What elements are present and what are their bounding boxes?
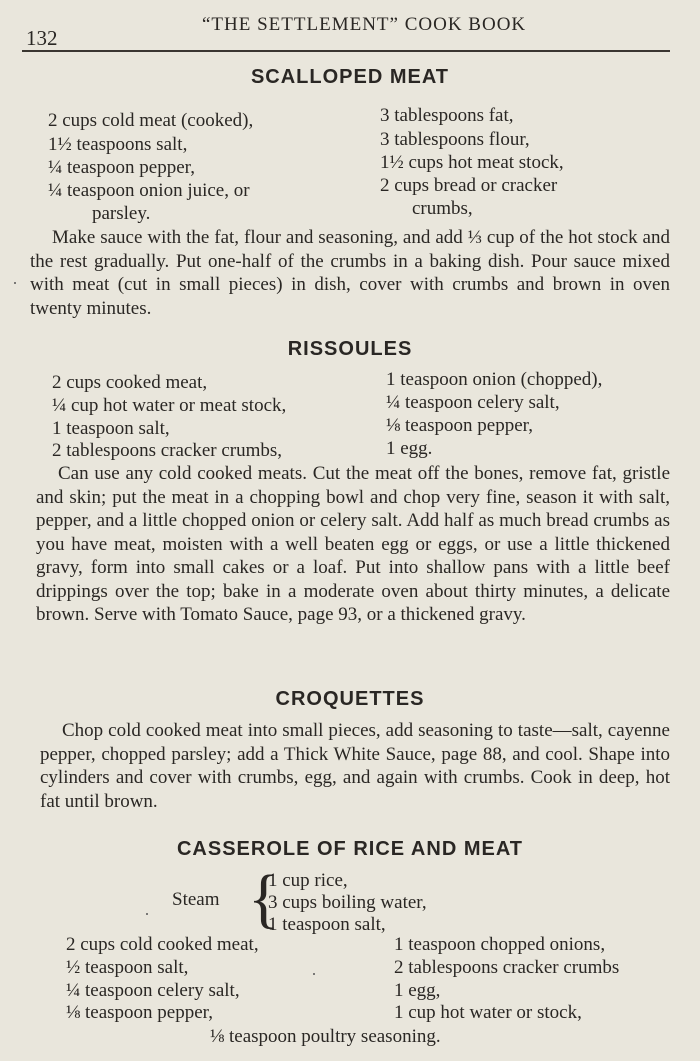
ingredient: 1 teaspoon onion (chopped),	[386, 369, 603, 390]
ingredient: 2 cups cold cooked meat,	[66, 934, 259, 955]
paper-speck	[313, 973, 315, 975]
ingredient: 2 tablespoons cracker crumbs,	[52, 440, 283, 461]
paper-speck	[14, 282, 16, 284]
ingredient: ¼ teaspoon celery salt,	[386, 392, 560, 413]
page-number: 132	[26, 26, 58, 50]
ingredient: ⅛ teaspoon poultry seasoning.	[210, 1026, 441, 1047]
steam-label: Steam	[172, 889, 220, 910]
ingredient: ½ teaspoon salt,	[66, 957, 189, 978]
rissoules-directions	[36, 462, 670, 627]
ingredient: 2 cups cooked meat,	[52, 372, 208, 393]
croquettes-title: CROQUETTES	[275, 688, 425, 710]
ingredient: 1 teaspoon salt,	[268, 914, 386, 935]
ingredient: 2 tablespoons cracker crumbs	[394, 957, 620, 978]
scalloped-meat-directions	[30, 226, 670, 320]
ingredient: ¼ teaspoon celery salt,	[66, 980, 240, 1001]
ingredient: 1 cup hot water or stock,	[394, 1002, 582, 1023]
croquettes-directions	[40, 719, 670, 813]
ingredient: ⅛ teaspoon pepper,	[386, 415, 533, 436]
paragraph: Chop cold cooked meat into small pieces, add seasoning to taste—salt, cayenne pepper, chopped parsley; add a Thick White Sauce, page 88, and cool. Shape into cylinders and cover with crumbs, egg, and again with crumbs. Cook in deep, hot fat until brown.	[40, 720, 670, 812]
ingredient: parsley.	[92, 203, 151, 224]
scalloped-meat-title: SCALLOPED MEAT	[250, 66, 450, 88]
ingredient: ⅛ teaspoon pepper,	[66, 1002, 213, 1023]
paragraph: Make sauce with the fat, flour and seasoning, and add ⅓ cup of the hot stock and the rest gradually. Put one-half of the crumbs in a baking dish. Pour sauce mixed with meat (cut in small pieces) in dish, cover with crumbs and brown in oven twenty minutes.	[30, 227, 670, 319]
page-header	[22, 10, 670, 52]
ingredient: 1 teaspoon chopped onions,	[394, 934, 606, 955]
rissoules-title: RISSOULES	[287, 338, 413, 360]
running-title: “THE SETTLEMENT” COOK BOOK	[202, 14, 527, 35]
ingredient: 1½ cups hot meat stock,	[380, 152, 564, 173]
paragraph: Can use any cold cooked meats. Cut the meat off the bones, remove fat, gristle and skin; put the meat in a chopping bowl and chop very fine, season it with salt, pepper, and a little chopped onion or celery salt. Add half as much bread crumbs as you have meat, moisten with a well beaten egg or eggs, or use a little thickened gravy, form into small cakes or a loaf. Put into shallow pans with a little beef drippings over the top; bake in a moderate oven about thirty minutes, a delicate brown. Serve with Tomato Sauce, page 93, or a thickened gravy.	[36, 463, 670, 625]
ingredient: 2 cups bread or cracker	[380, 175, 558, 196]
ingredient: ¼ teaspoon pepper,	[48, 157, 195, 178]
ingredient: 3 tablespoons flour,	[380, 129, 530, 150]
ingredient: 1 egg,	[394, 980, 441, 1001]
ingredient: 2 cups cold meat (cooked),	[48, 110, 254, 131]
ingredient: 1 teaspoon salt,	[52, 418, 170, 439]
paper-speck	[146, 913, 148, 915]
ingredient: crumbs,	[412, 198, 473, 219]
ingredient: 3 tablespoons fat,	[380, 105, 514, 126]
ingredient: 1½ teaspoons salt,	[48, 134, 188, 155]
ingredient: 3 cups boiling water,	[268, 892, 427, 913]
ingredient: ¼ cup hot water or meat stock,	[52, 395, 287, 416]
brace-icon: {	[248, 862, 280, 935]
ingredient: ¼ teaspoon onion juice, or	[48, 180, 250, 201]
ingredient: 1 cup rice,	[268, 870, 348, 891]
casserole-title: CASSEROLE OF RICE AND MEAT	[176, 838, 523, 860]
ingredient: 1 egg.	[386, 438, 433, 459]
